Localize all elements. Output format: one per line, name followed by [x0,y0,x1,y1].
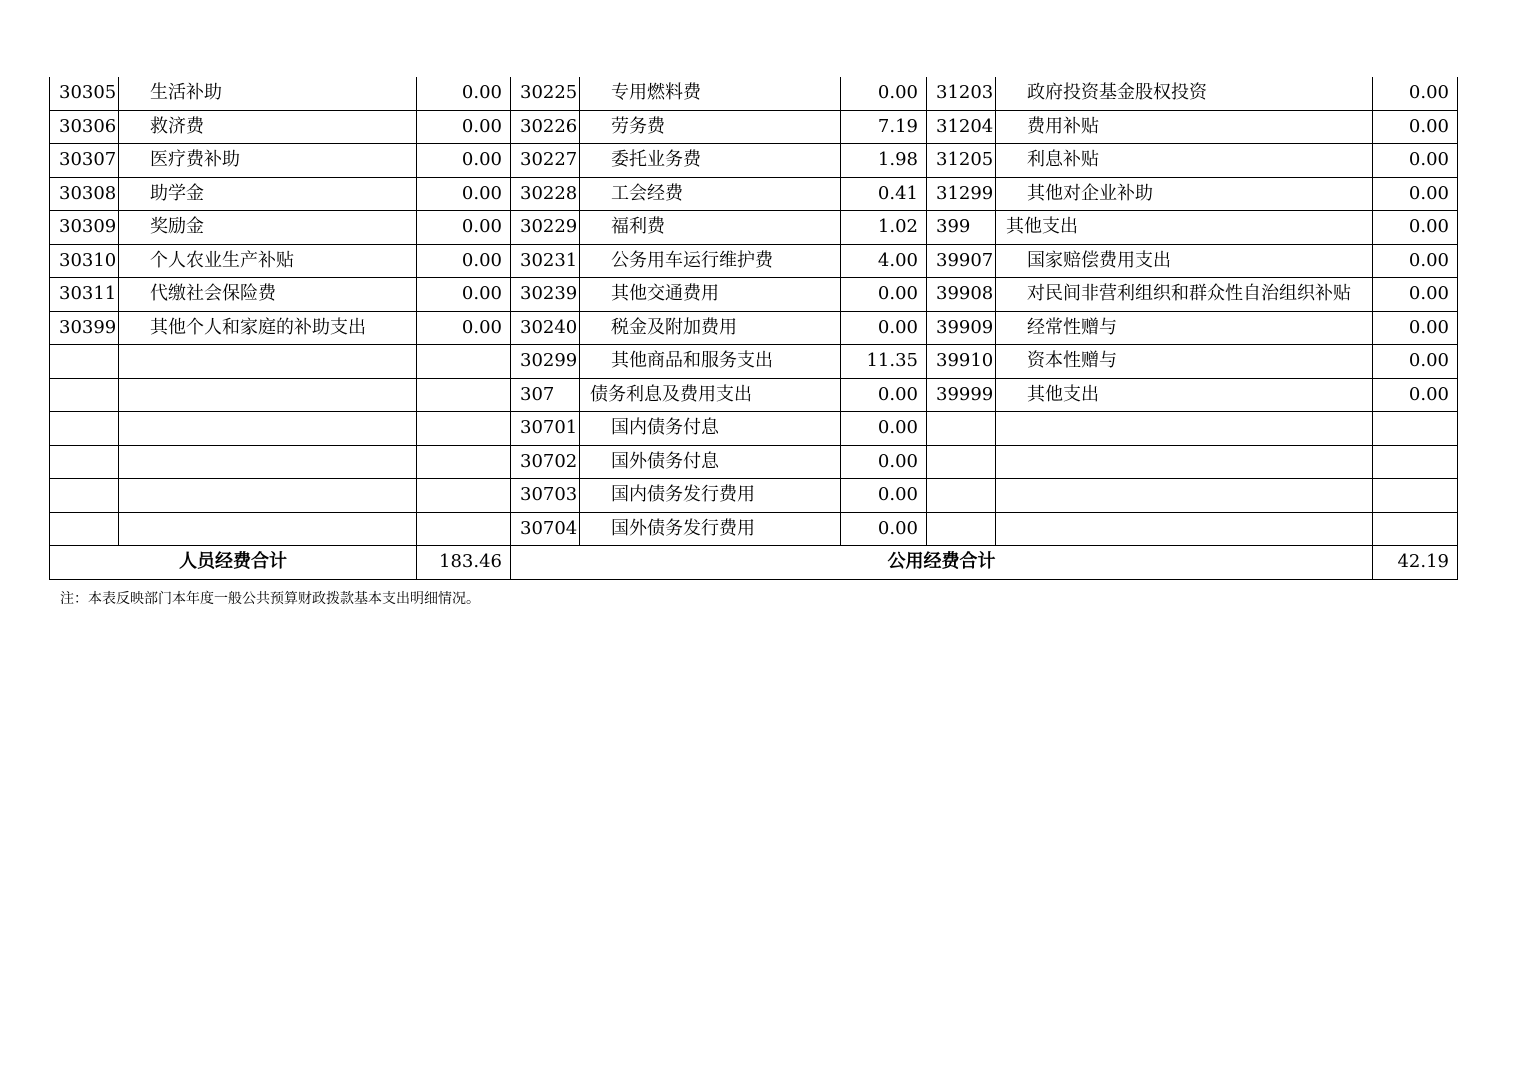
amount-cell: 0.00 [1373,211,1458,245]
totals-row [50,546,1458,580]
code-cell: 30307 [50,144,119,178]
item-name-cell: 其他支出 [996,378,1373,412]
item-name-cell [119,445,417,479]
item-name-cell: 专用燃料费 [580,77,841,110]
code-cell [50,479,119,513]
table-row [50,278,1458,312]
amount-cell: 0.00 [1373,311,1458,345]
amount-cell: 0.00 [1373,77,1458,110]
public-total-value: 42.19 [1373,546,1458,580]
code-cell: 30703 [511,479,580,513]
item-name-cell: 政府投资基金股权投资 [996,77,1373,110]
item-name-cell [996,479,1373,513]
code-cell: 30229 [511,211,580,245]
item-name-cell: 其他个人和家庭的补助支出 [119,311,417,345]
code-cell: 30239 [511,278,580,312]
code-cell [927,412,996,446]
code-cell [50,412,119,446]
table-row [50,177,1458,211]
item-name-cell [119,345,417,379]
code-cell: 31299 [927,177,996,211]
table-row [50,144,1458,178]
public-total-label: 公用经费合计 [511,546,1373,580]
table-row [50,345,1458,379]
code-cell: 31205 [927,144,996,178]
table-row [50,244,1458,278]
item-name-cell: 奖励金 [119,211,417,245]
item-name-cell [119,512,417,546]
code-cell [927,445,996,479]
item-name-cell: 福利费 [580,211,841,245]
amount-cell: 11.35 [841,345,927,379]
code-cell: 31204 [927,110,996,144]
table-note: 注：本表反映部门本年度一般公共预算财政拨款基本支出明细情况。 [60,591,480,607]
amount-cell: 0.00 [1373,144,1458,178]
amount-cell: 0.00 [417,244,511,278]
code-cell: 30311 [50,278,119,312]
amount-cell: 0.00 [841,311,927,345]
amount-cell [417,445,511,479]
item-name-cell [996,412,1373,446]
amount-cell: 0.00 [417,177,511,211]
amount-cell: 0.00 [1373,345,1458,379]
item-name-cell: 助学金 [119,177,417,211]
item-name-cell: 国外债务发行费用 [580,512,841,546]
amount-cell [417,345,511,379]
item-name-cell: 委托业务费 [580,144,841,178]
item-name-cell: 国外债务付息 [580,445,841,479]
amount-cell [417,412,511,446]
code-cell: 30308 [50,177,119,211]
table-row [50,512,1458,546]
amount-cell: 0.00 [841,512,927,546]
amount-cell: 0.00 [841,412,927,446]
amount-cell: 1.98 [841,144,927,178]
item-name-cell: 国内债务付息 [580,412,841,446]
code-cell: 30309 [50,211,119,245]
code-cell: 30701 [511,412,580,446]
personnel-total-label: 人员经费合计 [50,546,417,580]
item-name-cell [996,445,1373,479]
amount-cell [1373,512,1458,546]
code-cell [50,378,119,412]
item-name-cell: 个人农业生产补贴 [119,244,417,278]
amount-cell: 0.00 [841,77,927,110]
table-row [50,445,1458,479]
code-cell: 30299 [511,345,580,379]
item-name-cell: 代缴社会保险费 [119,278,417,312]
code-cell: 30225 [511,77,580,110]
code-cell: 30306 [50,110,119,144]
amount-cell: 0.00 [1373,177,1458,211]
amount-cell: 0.00 [1373,244,1458,278]
code-cell: 30226 [511,110,580,144]
item-name-cell: 医疗费补助 [119,144,417,178]
code-cell: 30399 [50,311,119,345]
amount-cell: 0.00 [1373,378,1458,412]
item-name-cell [119,479,417,513]
code-cell: 30305 [50,77,119,110]
code-cell [927,479,996,513]
code-cell [50,445,119,479]
code-cell: 30240 [511,311,580,345]
amount-cell: 0.00 [1373,278,1458,312]
code-cell: 31203 [927,77,996,110]
item-name-cell: 工会经费 [580,177,841,211]
table-row [50,378,1458,412]
item-name-cell: 其他商品和服务支出 [580,345,841,379]
code-cell: 30310 [50,244,119,278]
amount-cell: 0.00 [841,278,927,312]
table-row [50,110,1458,144]
amount-cell: 4.00 [841,244,927,278]
amount-cell: 0.00 [1373,110,1458,144]
item-name-cell: 费用补贴 [996,110,1373,144]
item-name-cell: 其他对企业补助 [996,177,1373,211]
code-cell: 39909 [927,311,996,345]
item-name-cell: 救济费 [119,110,417,144]
item-name-cell: 生活补助 [119,77,417,110]
amount-cell: 7.19 [841,110,927,144]
code-cell: 399 [927,211,996,245]
amount-cell: 0.00 [417,110,511,144]
code-cell [50,345,119,379]
item-name-cell [119,412,417,446]
amount-cell [1373,412,1458,446]
amount-cell: 1.02 [841,211,927,245]
item-name-cell: 税金及附加费用 [580,311,841,345]
code-cell: 30227 [511,144,580,178]
code-cell: 30228 [511,177,580,211]
expenditure-detail-table [49,77,1458,580]
amount-cell [417,479,511,513]
code-cell: 30704 [511,512,580,546]
item-name-cell: 国内债务发行费用 [580,479,841,513]
item-name-cell: 经常性赠与 [996,311,1373,345]
amount-cell [1373,445,1458,479]
code-cell [927,512,996,546]
table-row [50,211,1458,245]
amount-cell: 0.00 [841,445,927,479]
code-cell: 307 [511,378,580,412]
item-name-cell [119,378,417,412]
personnel-total-value: 183.46 [417,546,511,580]
amount-cell: 0.00 [417,278,511,312]
amount-cell: 0.00 [417,144,511,178]
code-cell [50,512,119,546]
item-name-cell: 利息补贴 [996,144,1373,178]
item-name-cell: 国家赔偿费用支出 [996,244,1373,278]
amount-cell: 0.00 [417,211,511,245]
code-cell: 39910 [927,345,996,379]
amount-cell [1373,479,1458,513]
item-name-cell [996,512,1373,546]
amount-cell: 0.00 [841,479,927,513]
table-row [50,412,1458,446]
code-cell: 30231 [511,244,580,278]
code-cell: 39907 [927,244,996,278]
amount-cell: 0.00 [417,77,511,110]
item-name-cell: 其他支出 [996,211,1373,245]
item-name-cell: 资本性赠与 [996,345,1373,379]
amount-cell [417,512,511,546]
code-cell: 30702 [511,445,580,479]
code-cell: 39908 [927,278,996,312]
amount-cell: 0.00 [417,311,511,345]
item-name-cell: 对民间非营利组织和群众性自治组织补贴 [996,278,1373,312]
amount-cell: 0.41 [841,177,927,211]
item-name-cell: 公务用车运行维护费 [580,244,841,278]
code-cell: 39999 [927,378,996,412]
amount-cell [417,378,511,412]
item-name-cell: 劳务费 [580,110,841,144]
item-name-cell: 其他交通费用 [580,278,841,312]
item-name-cell: 债务利息及费用支出 [580,378,841,412]
table-row [50,77,1458,110]
table-row [50,479,1458,513]
table-row [50,311,1458,345]
amount-cell: 0.00 [841,378,927,412]
